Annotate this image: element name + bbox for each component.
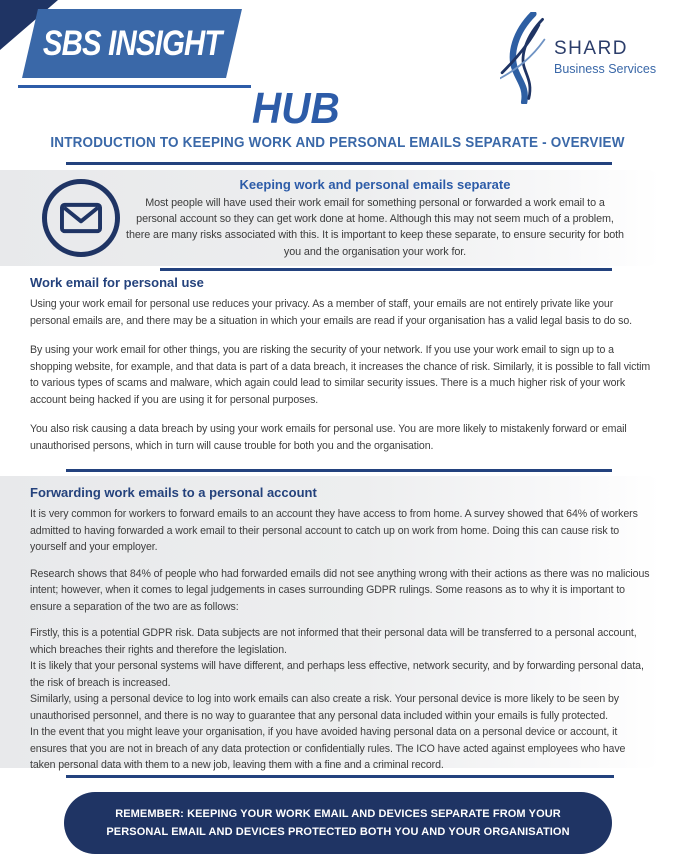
reminder-banner-text: REMEMBER: KEEPING YOUR WORK EMAIL AND DEVICES SEPARATE FROM YOUR PERSONAL EMAIL AND DEVICES PROTECTED BOTH YOU AND YOUR ORGANISATION	[106, 807, 570, 838]
envelope-icon	[42, 179, 120, 257]
brand-sub-wordmark: HUB	[252, 84, 340, 133]
section-paragraph: It is likely that your personal systems will have different, and perhaps less effective, network security, and by forwarding personal data, the risk of breach is increased.	[30, 660, 644, 689]
section-paragraph: It is very common for workers to forward emails to an account they have access to from home. A survey showed that 64% of workers admitted to having forwarded a work email to their personal account to catch up on work from home. Doing this can cause risk to yourself and your employer.	[30, 508, 638, 553]
shard-logo-tagline: Business Services	[554, 62, 657, 76]
section-paragraph: Research shows that 84% of people who had forwarded emails did not see anything wrong with their actions as there was no malicious intent; however, when it comes to legal judgements in cases surrounding GDPR rulings. Some reasons as to why it is important to ensure a separation of the two are as follows:	[30, 567, 650, 613]
forwarding-section-panel	[0, 476, 660, 771]
section-forwarding-work-emails	[30, 485, 652, 774]
section-paragraph: In the event that you might leave your organisation, if you have avoided having personal data on a personal device or account, it ensures that you are not in breach of any data protection or confidentially rules. The ICO have acted against employees who have taken personal data with them to a new job, leaving them with a fine and a criminal record.	[30, 726, 626, 771]
callout-heading: Keeping work and personal emails separate	[239, 177, 511, 192]
shard-swirl-icon	[500, 12, 552, 104]
section-work-email-personal-use	[30, 275, 652, 467]
divider-under-title	[66, 162, 612, 165]
shard-logo-name: SHARD	[554, 38, 629, 59]
section-paragraph: You also risk causing a data breach by using your work emails for personal use. You are more likely to mistakenly forward or email unauthorised persons, which in turn will cause trouble for both you and the organisation.	[30, 423, 627, 452]
divider-between-sections	[66, 469, 612, 472]
callout-body: Most people will have used their work email for something personal or forwarded a work email to a personal account so they can get work done at home. Although this may not seem much of a problem, there are many risks associated with this. It is important to keep these separate, to ensure security for both you and the organisation your work for.	[126, 197, 624, 258]
section-paragraph: Using your work email for personal use reduces your privacy. As a member of staff, your emails are not entirely private like your personal emails are, and there may be a situation in which your emails are read if your organisation has a valid legal basis to do so.	[30, 298, 632, 327]
brand-plate	[22, 9, 242, 78]
brand-wordmark: SBS INSIGHT	[42, 23, 222, 63]
section-paragraph: Similarly, using a personal device to log into work emails can also create a risk. Your personal device is more likely to be seen by unauthorised personnel, and there is no way to guarantee that any personal data included within your emails is fully protected.	[30, 693, 619, 722]
shard-logo	[492, 12, 667, 104]
reminder-banner	[64, 792, 612, 854]
divider-above-banner	[66, 775, 614, 778]
section-heading: Forwarding work emails to a personal account	[30, 485, 317, 500]
section-paragraph: Firstly, this is a potential GDPR risk. Data subjects are not informed that their personal data will be transferred to a personal account, which breaches their rights and therefore the legislation.	[30, 627, 637, 656]
intro-callout-panel	[0, 170, 660, 266]
section-paragraph: By using your work email for other things, you are risking the security of your network. If you use your work email to sign up to a shopping website, for example, and that data is part of a data breach, it increases the chance of risk. Similarly, it is possible to fall victim to various types of scams and malware, which again could lead to similar security issues. There is a much higher risk of your work account being hacked if you are using it for personal purposes.	[30, 344, 651, 406]
brand-underline	[18, 85, 251, 88]
page-title: INTRODUCTION TO KEEPING WORK AND PERSONAL EMAILS SEPARATE - OVERVIEW	[50, 135, 625, 151]
divider-under-callout	[160, 268, 612, 271]
section-heading: Work email for personal use	[30, 275, 204, 290]
